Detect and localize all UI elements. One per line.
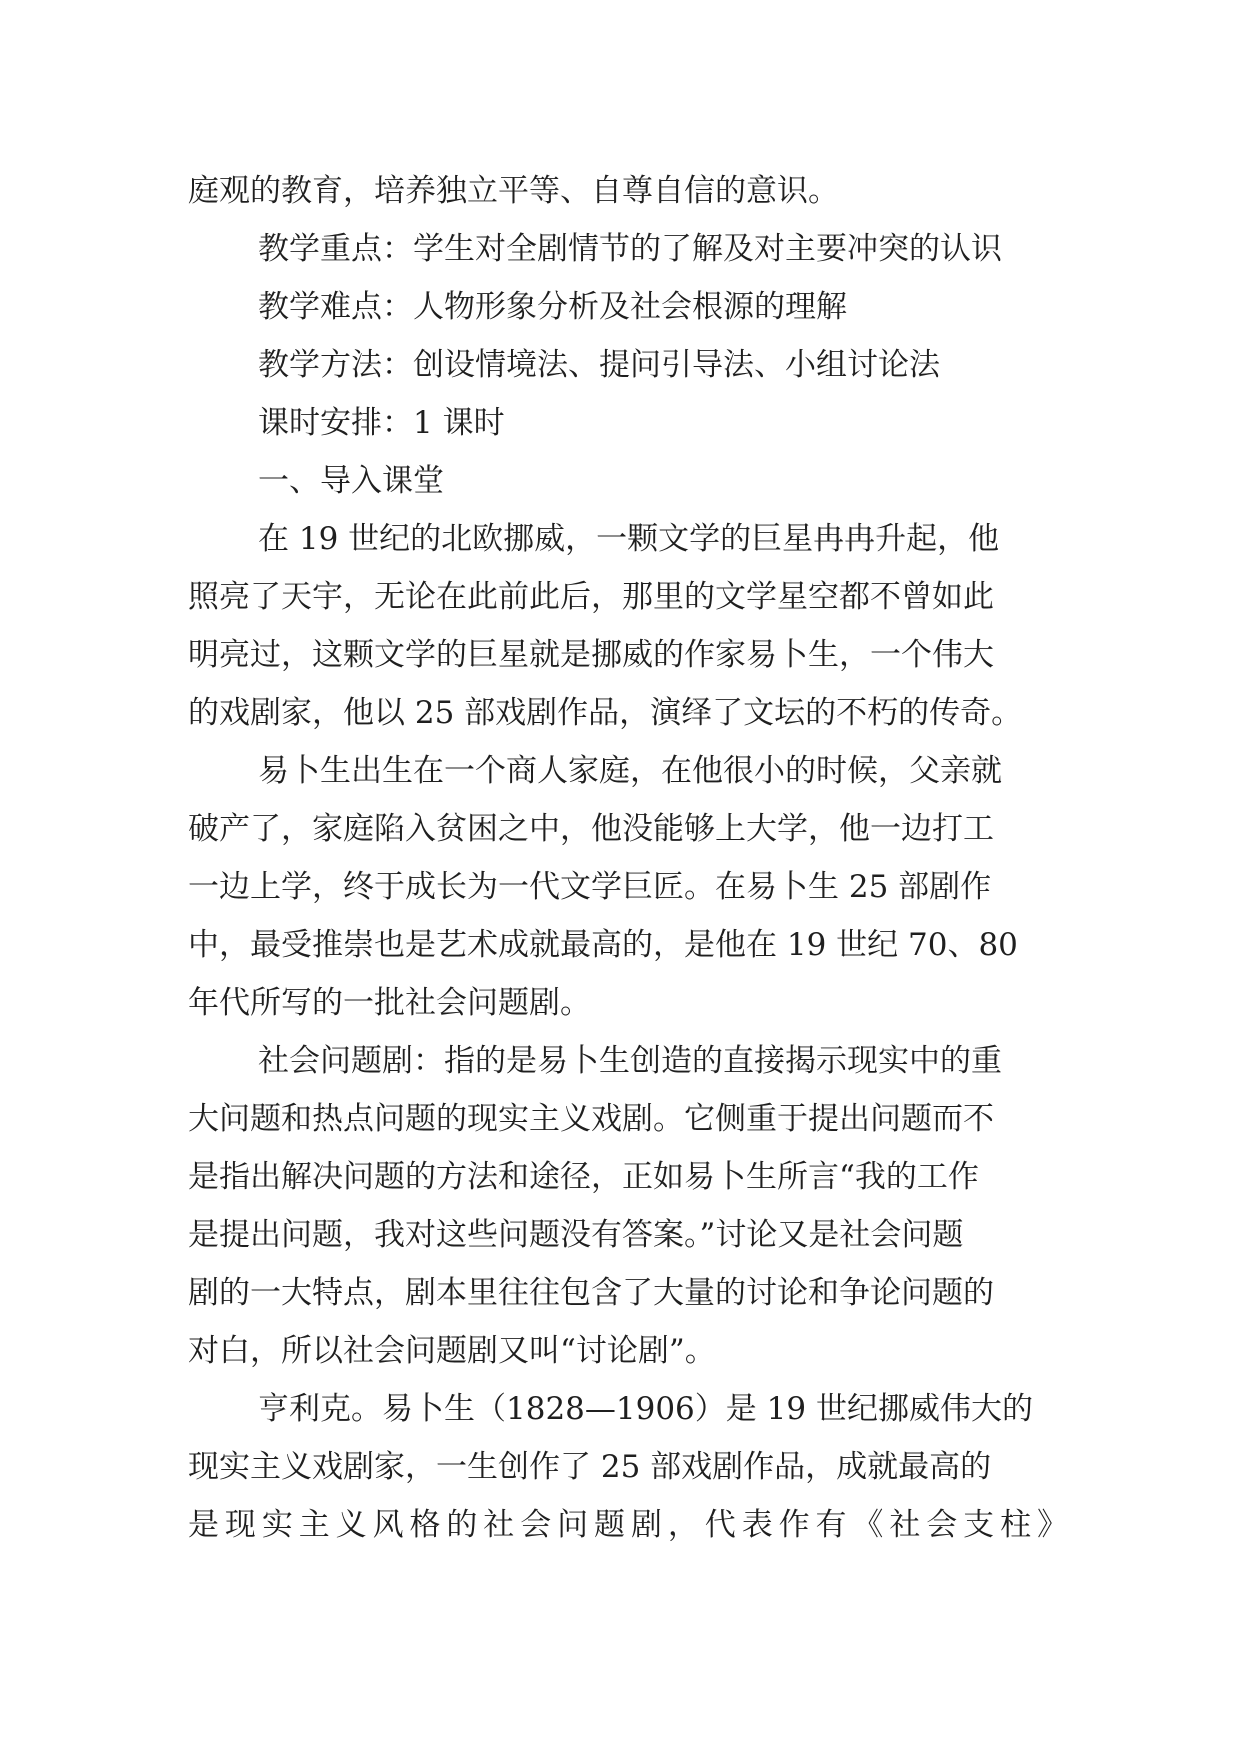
paragraph-line: 对白，所以社会问题剧又叫“讨论剧”。 <box>188 1333 716 1369</box>
paragraph-line: 一边上学，终于成长为一代文学巨匠。在易卜生 25 部剧作 <box>188 869 992 905</box>
paragraph-line: 亨利克。易卜生（1828—1906）是 19 世纪挪威伟大的 <box>258 1391 1033 1427</box>
paragraph-line: 是指出解决问题的方法和途径，正如易卜生所言“我的工作 <box>188 1159 979 1195</box>
paragraph-line: 破产了，家庭陷入贫困之中，他没能够上大学，他一边打工 <box>188 811 994 847</box>
teaching-difficulty-line: 教学难点：人物形象分析及社会根源的理解 <box>258 289 847 325</box>
paragraph-line: 是提出问题，我对这些问题没有答案。”讨论又是社会问题 <box>188 1217 964 1253</box>
paragraph-line: 明亮过，这颗文学的巨星就是挪威的作家易卜生，一个伟大 <box>188 637 994 673</box>
paragraph-line: 剧的一大特点，剧本里往往包含了大量的讨论和争论问题的 <box>188 1275 994 1311</box>
paragraph-line: 的戏剧家，他以 25 部戏剧作品，演绎了文坛的不朽的传奇。 <box>188 695 1023 731</box>
paragraph-line: 现实主义戏剧家，一生创作了 25 部戏剧作品，成就最高的 <box>188 1449 992 1485</box>
teaching-method-line: 教学方法：创设情境法、提问引导法、小组讨论法 <box>258 347 940 383</box>
section-heading: 一、导入课堂 <box>258 463 444 499</box>
paragraph-line: 社会问题剧：指的是易卜生创造的直接揭示现实中的重 <box>258 1043 1002 1079</box>
paragraph-line: 中，最受推崇也是艺术成就最高的，是他在 19 世纪 70、80 <box>188 927 1018 963</box>
class-hours-line: 课时安排：1 课时 <box>258 405 505 441</box>
paragraph-line: 大问题和热点问题的现实主义戏剧。它侧重于提出问题而不 <box>188 1101 994 1137</box>
paragraph-line: 在 19 世纪的北欧挪威，一颗文学的巨星冉冉升起，他 <box>258 521 1000 557</box>
text-line: 庭观的教育，培养独立平等、自尊自信的意识。 <box>188 173 839 209</box>
paragraph-line: 易卜生出生在一个商人家庭，在他很小的时候，父亲就 <box>258 753 1002 789</box>
document-body <box>188 162 1068 1554</box>
teaching-focus-line: 教学重点：学生对全剧情节的了解及对主要冲突的认识 <box>258 231 1002 267</box>
paragraph-line: 照亮了天宇，无论在此前此后，那里的文学星空都不曾如此 <box>188 579 994 615</box>
paragraph-line: 是现实主义风格的社会问题剧，代表作有《社会支柱》 <box>188 1507 1068 1543</box>
paragraph-line: 年代所写的一批社会问题剧。 <box>188 985 591 1021</box>
